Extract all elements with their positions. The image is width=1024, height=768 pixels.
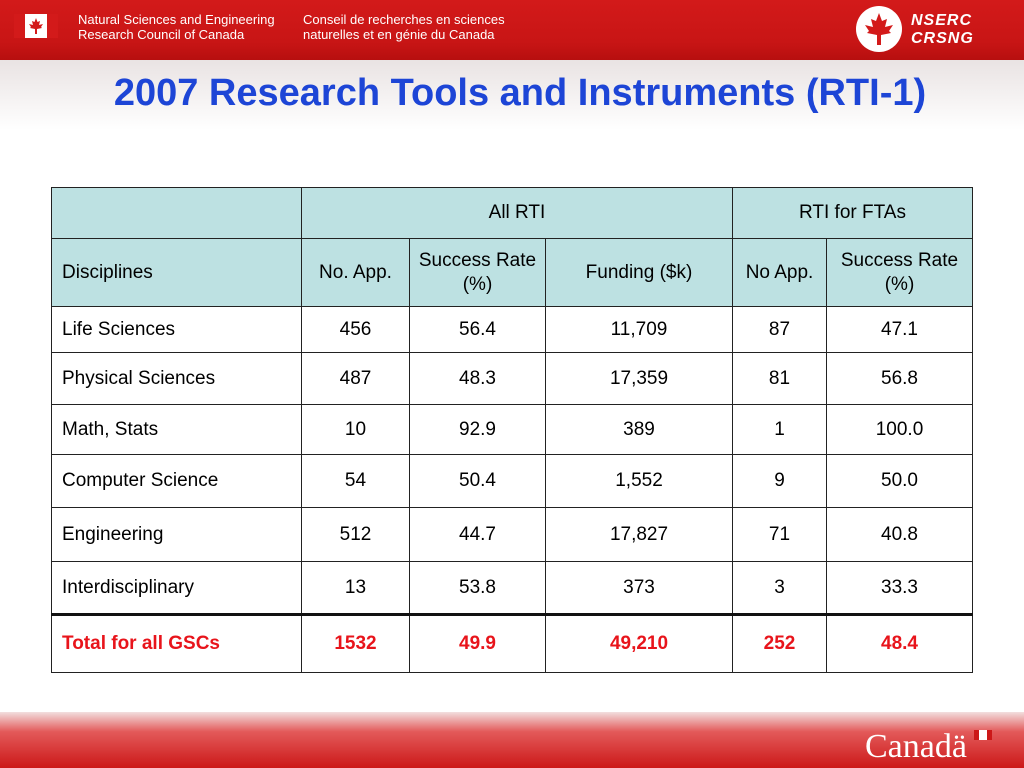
fta-success-rate-cell: 40.8 <box>827 508 973 562</box>
no-app-cell: 487 <box>302 353 410 405</box>
success-rate-cell: 53.8 <box>410 562 546 615</box>
table-column-header-row <box>52 239 973 307</box>
canada-wordmark-flag-icon <box>974 730 992 740</box>
col-header-funding: Funding ($k) <box>546 239 733 307</box>
fta-success-rate-cell: 100.0 <box>827 405 973 455</box>
funding-cell: 17,359 <box>546 353 733 405</box>
no-app-cell: 456 <box>302 307 410 353</box>
col-header-fta-success-rate: Success Rate (%) <box>827 239 973 307</box>
nserc-logo-text <box>911 12 974 48</box>
funding-cell: 11,709 <box>546 307 733 353</box>
org-name-french <box>303 12 505 42</box>
discipline-cell: Interdisciplinary <box>52 562 302 615</box>
discipline-cell: Physical Sciences <box>52 353 302 405</box>
col-header-disciplines: Disciplines <box>52 239 302 307</box>
org-name-english <box>78 12 275 42</box>
table-row <box>52 562 973 615</box>
fta-success-rate-cell: 47.1 <box>827 307 973 353</box>
funding-cell: 373 <box>546 562 733 615</box>
table-row <box>52 405 973 455</box>
org-en-line1: Natural Sciences and Engineering <box>78 12 275 27</box>
fta-no-app-cell: 1 <box>733 405 827 455</box>
funding-cell: 389 <box>546 405 733 455</box>
org-fr-line2: naturelles et en génie du Canada <box>303 27 495 42</box>
total-fta-success-rate-cell: 48.4 <box>827 615 973 673</box>
success-rate-cell: 44.7 <box>410 508 546 562</box>
total-fta-no-app-cell: 252 <box>733 615 827 673</box>
group-header-all-rti: All RTI <box>302 188 733 239</box>
success-rate-cell: 92.9 <box>410 405 546 455</box>
funding-cell: 17,827 <box>546 508 733 562</box>
empty-header-cell <box>52 188 302 239</box>
header-band <box>0 0 1024 60</box>
org-fr-line1: Conseil de recherches en sciences <box>303 12 505 27</box>
no-app-cell: 10 <box>302 405 410 455</box>
maple-leaf-logo-icon <box>856 6 902 52</box>
discipline-cell: Computer Science <box>52 455 302 508</box>
success-rate-cell: 50.4 <box>410 455 546 508</box>
no-app-cell: 13 <box>302 562 410 615</box>
fta-no-app-cell: 87 <box>733 307 827 353</box>
table-row <box>52 307 973 353</box>
fta-no-app-cell: 71 <box>733 508 827 562</box>
table-row <box>52 353 973 405</box>
funding-cell: 1,552 <box>546 455 733 508</box>
fta-no-app-cell: 9 <box>733 455 827 508</box>
fta-success-rate-cell: 33.3 <box>827 562 973 615</box>
table-row <box>52 455 973 508</box>
success-rate-cell: 48.3 <box>410 353 546 405</box>
fta-success-rate-cell: 50.0 <box>827 455 973 508</box>
discipline-cell: Math, Stats <box>52 405 302 455</box>
canada-flag-icon <box>14 14 58 38</box>
no-app-cell: 54 <box>302 455 410 508</box>
col-header-no-app: No. App. <box>302 239 410 307</box>
fta-no-app-cell: 81 <box>733 353 827 405</box>
table-group-header-row <box>52 188 973 239</box>
logo-line2: CRSNG <box>911 30 974 47</box>
total-label-cell: Total for all GSCs <box>52 615 302 673</box>
total-success-rate-cell: 49.9 <box>410 615 546 673</box>
col-header-success-rate: Success Rate (%) <box>410 239 546 307</box>
total-no-app-cell: 1532 <box>302 615 410 673</box>
total-funding-cell: 49,210 <box>546 615 733 673</box>
group-header-rti-ftas: RTI for FTAs <box>733 188 973 239</box>
fta-success-rate-cell: 56.8 <box>827 353 973 405</box>
no-app-cell: 512 <box>302 508 410 562</box>
org-en-line2: Research Council of Canada <box>78 27 245 42</box>
table-total-row <box>52 615 973 673</box>
table-row <box>52 508 973 562</box>
col-header-fta-no-app: No App. <box>733 239 827 307</box>
page-title: 2007 Research Tools and Instruments (RTI-1) <box>113 72 927 114</box>
logo-line1: NSERC <box>911 12 973 29</box>
canada-wordmark: Canadä <box>865 728 967 765</box>
rti-data-table <box>51 187 973 673</box>
success-rate-cell: 56.4 <box>410 307 546 353</box>
discipline-cell: Life Sciences <box>52 307 302 353</box>
discipline-cell: Engineering <box>52 508 302 562</box>
fta-no-app-cell: 3 <box>733 562 827 615</box>
